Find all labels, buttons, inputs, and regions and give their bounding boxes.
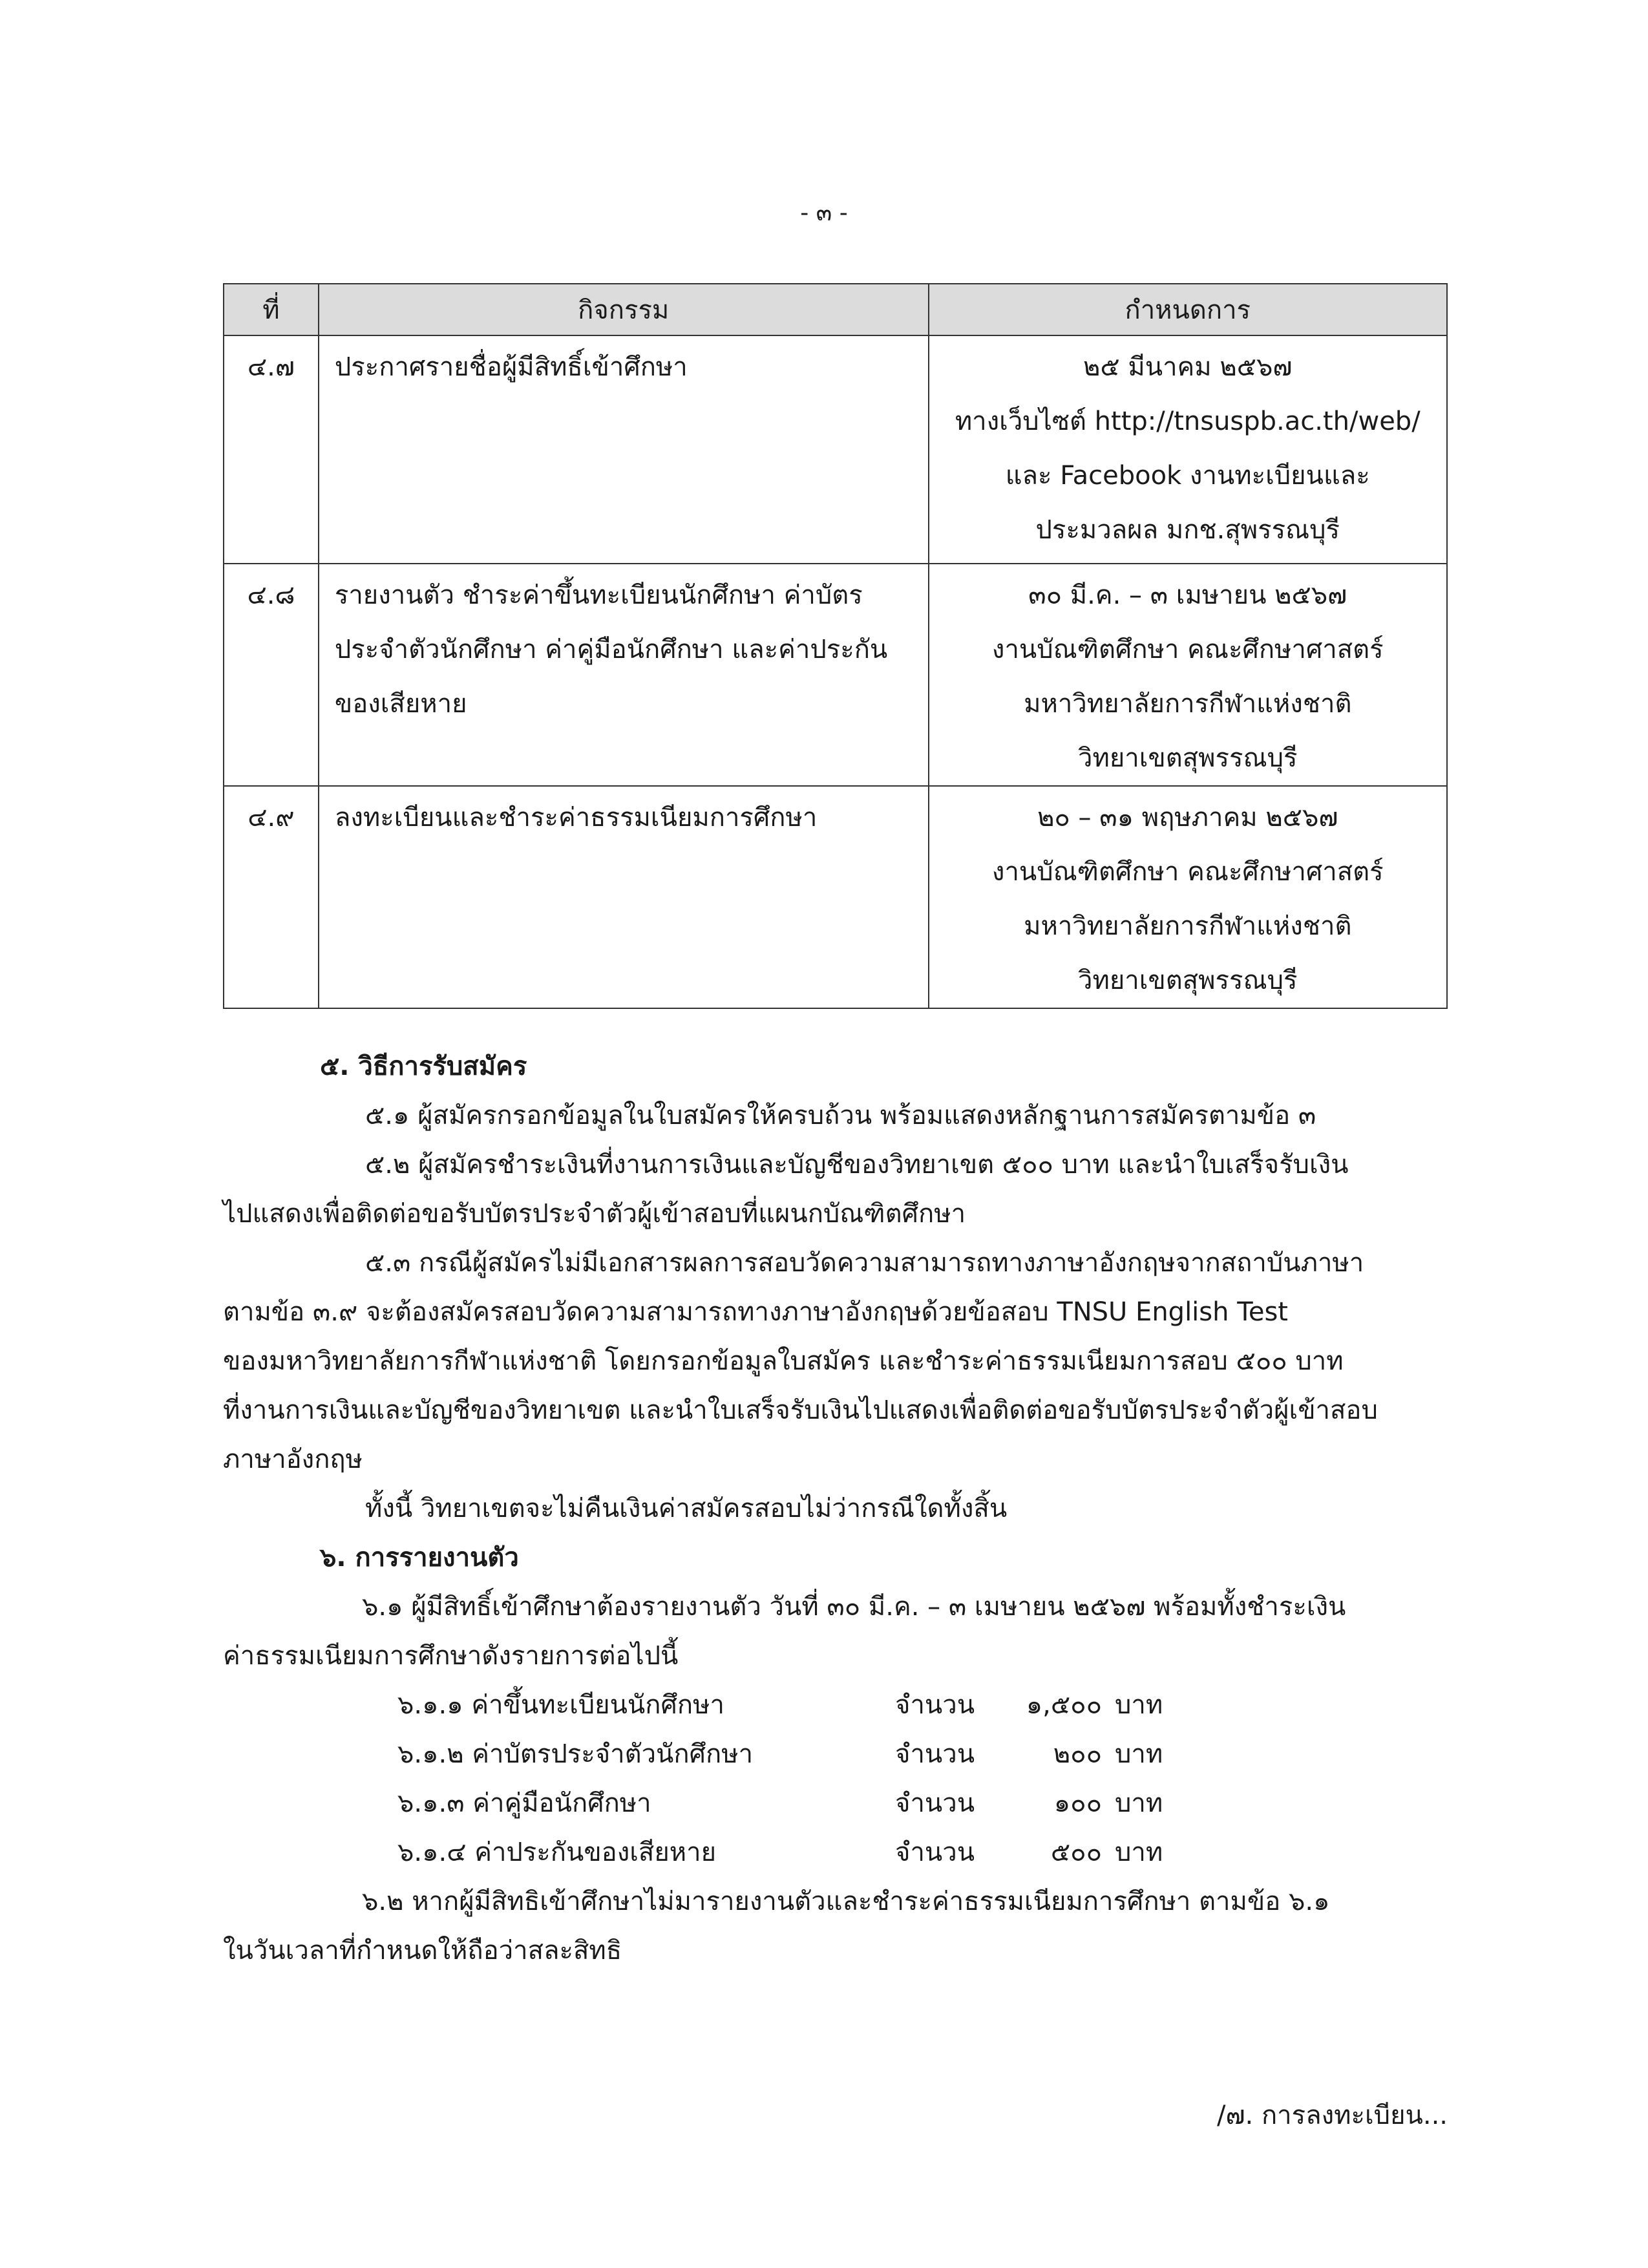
activity-line: รายงานตัว ชำระค่าขึ้นทะเบียนนักศึกษา ค่าบัตร <box>334 580 863 610</box>
paragraph-5-3-line-4: ที่งานการเงินและบัญชีของวิทยาเขต และนำใบเสร็จรับเงินไปแสดงเพื่อติดต่อขอรับบัตรประจำตัวผู้เข้าสอบ <box>223 1395 1378 1425</box>
schedule-line: งานบัณฑิตศึกษา คณะศึกษาศาสตร์ <box>991 635 1384 664</box>
fee-label: ๖.๑.๔ ค่าประกันของเสียหาย <box>397 1838 717 1867</box>
paragraph-5-3-line-3: ของมหาวิทยาลัยการกีฬาแห่งชาติ โดยกรอกข้อมูลใบสมัคร และชำระค่าธรรมเนียมการสอบ ๕๐๐ บาท <box>223 1346 1344 1376</box>
fee-label: ๖.๑.๓ ค่าคู่มือนักศึกษา <box>397 1788 651 1818</box>
fee-unit: จำนวน <box>895 1739 975 1769</box>
paragraph-5-3-line-5: ภาษาอังกฤษ <box>223 1445 363 1474</box>
paragraph-5-3-line-1: ๕.๓ กรณีผู้สมัครไม่มีเอกสารผลการสอบวัดความสามารถทางภาษาอังกฤษจากสถาบันภาษา <box>365 1248 1364 1278</box>
row-activity <box>319 786 929 1008</box>
paragraph-6-1-line-1: ๖.๑ ผู้มีสิทธิ์เข้าศึกษาต้องรายงานตัว วันที่ ๓๐ มี.ค. – ๓ เมษายน ๒๕๖๗ พร้อมทั้งชำระเงิน <box>362 1592 1346 1622</box>
activity-line: ลงทะเบียนและชำระค่าธรรมเนียมการศึกษา <box>334 803 818 832</box>
row-schedule <box>929 335 1447 564</box>
fee-list <box>223 1680 1451 1877</box>
fee-label: ๖.๑.๑ ค่าขึ้นทะเบียนนักศึกษา <box>397 1690 724 1720</box>
continuation-marker: /๗. การลงทะเบียน... <box>1216 2101 1448 2130</box>
schedule-line: ๒๐ – ๓๑ พฤษภาคม ๒๕๖๗ <box>1037 803 1338 832</box>
section-5-heading: ๕. วิธีการรับสมัคร <box>320 1052 527 1081</box>
section-5 <box>223 1042 1451 1975</box>
paragraph-5-3-line-2: ตามข้อ ๓.๙ จะต้องสมัครสอบวัดความสามารถทางภาษาอังกฤษด้วยข้อสอบ TNSU English Test <box>223 1297 1288 1327</box>
fee-currency: บาท <box>1115 1690 1163 1720</box>
row-activity <box>319 564 929 786</box>
fee-amount: ๒๐๐ <box>1053 1739 1102 1769</box>
activity-line: ประจำตัวนักศึกษา ค่าคู่มือนักศึกษา และค่าประกัน <box>334 635 888 664</box>
header-schedule: กำหนดการ <box>929 284 1447 335</box>
fee-currency: บาท <box>1115 1739 1163 1769</box>
activity-line: ประกาศรายชื่อผู้มีสิทธิ์เข้าศึกษา <box>334 352 688 382</box>
refund-note: ทั้งนี้ วิทยาเขตจะไม่คืนเงินค่าสมัครสอบไม่ว่ากรณีใดทั้งสิ้น <box>365 1494 1008 1523</box>
row-number: ๔.๘ <box>224 564 319 786</box>
paragraph-6-2-line-1: ๖.๒ หากผู้มีสิทธิเข้าศึกษาไม่มารายงานตัวและชำระค่าธรรมเนียมการศึกษา ตามข้อ ๖.๑ <box>362 1887 1330 1916</box>
row-schedule <box>929 564 1447 786</box>
header-no: ที่ <box>224 284 319 335</box>
page-number: - ๓ - <box>800 200 848 226</box>
activity-line: ของเสียหาย <box>334 689 467 719</box>
fee-amount: ๑,๕๐๐ <box>1026 1690 1102 1720</box>
schedule-line: และ Facebook งานทะเบียนและ <box>1005 461 1370 491</box>
schedule-line: วิทยาเขตสุพรรณบุรี <box>1078 966 1298 995</box>
table-header-row <box>224 284 1447 335</box>
row-activity <box>319 335 929 564</box>
fee-unit: จำนวน <box>895 1838 975 1867</box>
fee-unit: จำนวน <box>895 1788 975 1818</box>
schedule-line: ๒๕ มีนาคม ๒๕๖๗ <box>1083 352 1293 382</box>
schedule-line: มหาวิทยาลัยการกีฬาแห่งชาติ <box>1024 689 1352 719</box>
fee-unit: จำนวน <box>895 1690 975 1720</box>
fee-label: ๖.๑.๒ ค่าบัตรประจำตัวนักศึกษา <box>397 1739 754 1769</box>
table-row <box>224 335 1447 564</box>
table-row <box>224 564 1447 786</box>
paragraph-6-1-line-2: ค่าธรรมเนียมการศึกษาดังรายการต่อไปนี้ <box>223 1641 679 1671</box>
paragraph-5-1: ๕.๑ ผู้สมัครกรอกข้อมูลในใบสมัครให้ครบถ้วน พร้อมแสดงหลักฐานการสมัครตามข้อ ๓ <box>365 1101 1316 1130</box>
schedule-line: มหาวิทยาลัยการกีฬาแห่งชาติ <box>1024 911 1352 941</box>
fee-item <box>223 1730 1451 1779</box>
schedule-line: งานบัณฑิตศึกษา คณะศึกษาศาสตร์ <box>991 857 1384 887</box>
paragraph-5-2-line-1: ๕.๒ ผู้สมัครชำระเงินที่งานการเงินและบัญชีของวิทยาเขต ๕๐๐ บาท และนำใบเสร็จรับเงิน <box>365 1150 1349 1180</box>
section-6-heading: ๖. การรายงานตัว <box>320 1543 519 1573</box>
fee-item <box>223 1680 1451 1730</box>
schedule-line: ๓๐ มี.ค. – ๓ เมษายน ๒๕๖๗ <box>1028 580 1347 610</box>
schedule-line: ทางเว็บไซต์ http://tnsuspb.ac.th/web/ <box>955 407 1421 436</box>
fee-currency: บาท <box>1115 1838 1163 1867</box>
header-activity: กิจกรรม <box>319 284 929 335</box>
fee-item <box>223 1828 1451 1877</box>
schedule-line: วิทยาเขตสุพรรณบุรี <box>1078 743 1298 773</box>
table-row <box>224 786 1447 1008</box>
fee-item <box>223 1779 1451 1828</box>
schedule-table <box>223 283 1448 1009</box>
fee-amount: ๕๐๐ <box>1050 1838 1102 1867</box>
paragraph-6-2-line-2: ในวันเวลาที่กำหนดให้ถือว่าสละสิทธิ <box>223 1936 622 1966</box>
paragraph-5-2-line-2: ไปแสดงเพื่อติดต่อขอรับบัตรประจำตัวผู้เข้าสอบที่แผนกบัณฑิตศึกษา <box>223 1199 966 1229</box>
row-schedule <box>929 786 1447 1008</box>
row-number: ๔.๗ <box>224 335 319 564</box>
row-number: ๔.๙ <box>224 786 319 1008</box>
schedule-line: ประมวลผล มกช.สุพรรณบุรี <box>1035 515 1340 545</box>
fee-amount: ๑๐๐ <box>1053 1788 1102 1818</box>
fee-currency: บาท <box>1115 1788 1163 1818</box>
